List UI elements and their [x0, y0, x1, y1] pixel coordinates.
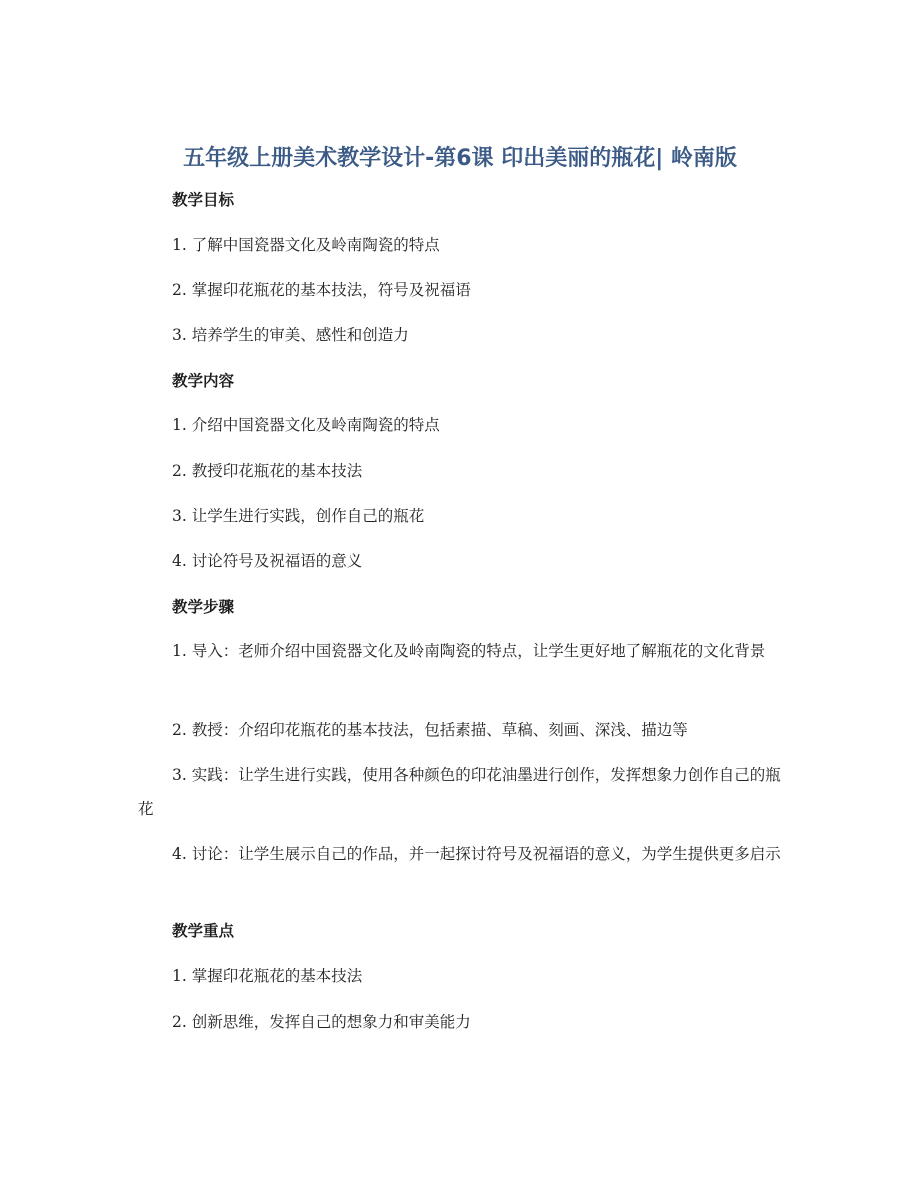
- section-heading-objectives: 教学目标: [172, 191, 235, 209]
- key-point-item: 2. 创新思维，发挥自己的想象力和审美能力: [172, 1013, 471, 1031]
- section-heading-content: 教学内容: [172, 372, 235, 390]
- objective-item: 2. 掌握印花瓶花的基本技法，符号及祝福语: [172, 281, 471, 299]
- document-title: 五年级上册美术教学设计-第6课 印出美丽的瓶花| 岭南版: [183, 146, 737, 171]
- step-item: 4. 讨论：让学生展示自己的作品，并一起探讨符号及祝福语的意义，为学生提供更多启示: [172, 845, 781, 863]
- content-item: 3. 让学生进行实践，创作自己的瓶花: [172, 507, 425, 525]
- section-heading-steps: 教学步骤: [172, 598, 235, 616]
- step-item: 1. 导入：老师介绍中国瓷器文化及岭南陶瓷的特点，让学生更好地了解瓶花的文化背景: [172, 642, 766, 660]
- content-item: 4. 讨论符号及祝福语的意义: [172, 552, 363, 570]
- objective-item: 1. 了解中国瓷器文化及岭南陶瓷的特点: [172, 236, 440, 254]
- content-item: 2. 教授印花瓶花的基本技法: [172, 462, 363, 480]
- step-item: 2. 教授：介绍印花瓶花的基本技法，包括素描、草稿、刻画、深浅、描边等: [172, 721, 688, 739]
- key-point-item: 1. 掌握印花瓶花的基本技法: [172, 967, 363, 985]
- objective-item: 3. 培养学生的审美、感性和创造力: [172, 326, 409, 344]
- content-item: 1. 介绍中国瓷器文化及岭南陶瓷的特点: [172, 416, 440, 434]
- step-item: 3. 实践：让学生进行实践，使用各种颜色的印花油墨进行创作，发挥想象力创作自己的瓶花: [138, 766, 781, 818]
- section-heading-key-points: 教学重点: [172, 922, 235, 940]
